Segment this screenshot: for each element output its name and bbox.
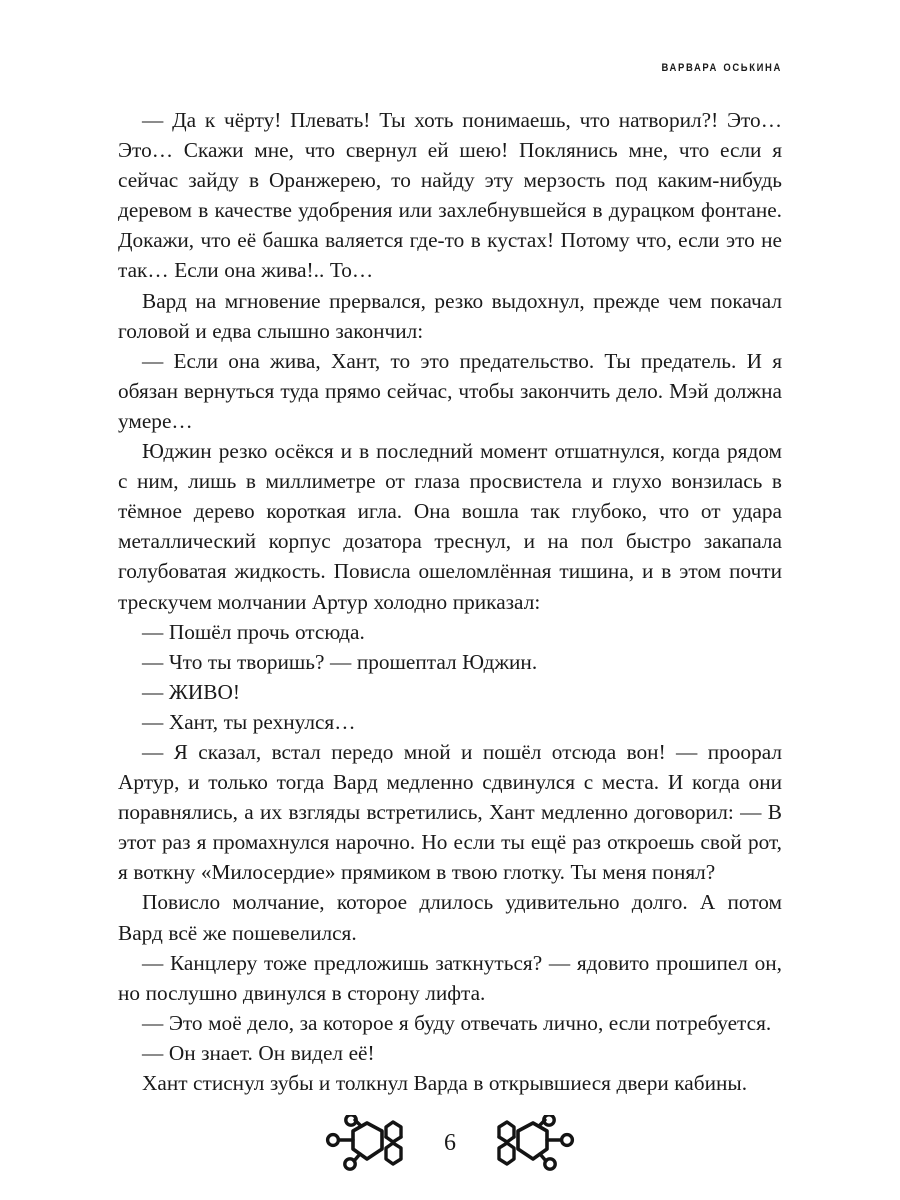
body-paragraph: — Канцлеру тоже предложишь заткнуться? — ядовито прошипел он, но послушно двинулся в сторону лифта. [118, 950, 782, 1005]
page-number: 6 [444, 1130, 456, 1156]
body-paragraph: — Я сказал, встал передо мной и пошёл отсюда вон! — проорал Артур, и только тогда Вард медленно сдвинулся с места. И когда они поравнялись, а их взгляды встретились, Хант медленно договорил: — В этот раз я промахнулся нарочно. Но если ты ещё раз откроешь свой рот, я воткну «Милосердие» прямиком в твою глотку. Ты меня понял? [118, 739, 782, 885]
body-paragraph: — Что ты творишь? — прошептал Юджин. [142, 649, 538, 674]
body-paragraph: — Хант, ты рехнулся… [142, 709, 356, 734]
body-paragraph: Хант стиснул зубы и толкнул Варда в открывшиеся двери кабины. [142, 1071, 748, 1095]
body-paragraph: — Он знает. Он видел её! [142, 1040, 375, 1065]
molecule-ornament-left [325, 1115, 411, 1171]
body-paragraph: — Если она жива, Хант, то это предательство. Ты предатель. И я обязан вернуться туда прямо сейчас, чтобы закончить дело. Мэй должна умере… [118, 348, 782, 433]
body-paragraph: — ЖИВО! [142, 679, 240, 704]
body-paragraph: Вард на мгновение прервался, резко выдохнул, прежде чем покачал головой и едва слышно закончил: [118, 288, 782, 343]
body-paragraph: — Пошёл прочь отсюда. [142, 619, 365, 644]
body-text-column [118, 105, 782, 1098]
body-paragraph: Юджин резко осёкся и в последний момент отшатнулся, когда рядом с ним, лишь в миллиметре от глаза просвистела и глухо вонзилась в тёмное дерево короткая игла. Она вошла так глубоко, что от удара металлический корпус дозатора треснул, и на пол быстро закапала голубоватая жидкость. Повисла ошеломлённая тишина, и в этом почти трескучем молчании Артур холодно приказал: [118, 439, 782, 614]
body-paragraph: — Это моё дело, за которое я буду отвечать лично, если потребуется. [142, 1010, 772, 1035]
body-paragraph: Повисло молчание, которое длилось удивительно долго. А потом Вард всё же пошевелился. [118, 890, 782, 945]
body-paragraph: — Да к чёрту! Плевать! Ты хоть понимаешь, что натворил?! Это… Это… Скажи мне, что свернул ей шею! Поклянись мне, что если я сейчас зайду в Оранжерею, то найду эту мерзость под каким-нибудь деревом в качестве удобрения или захлебнувшейся в дурацком фонтане. Докажи, что её башка валяется где-то в кустах! Потому что, если это не так… Если она жива!.. То… [118, 108, 782, 283]
running-head: варвара оськина [661, 58, 782, 75]
page-footer [0, 1108, 900, 1178]
molecule-ornament-right [489, 1115, 575, 1171]
